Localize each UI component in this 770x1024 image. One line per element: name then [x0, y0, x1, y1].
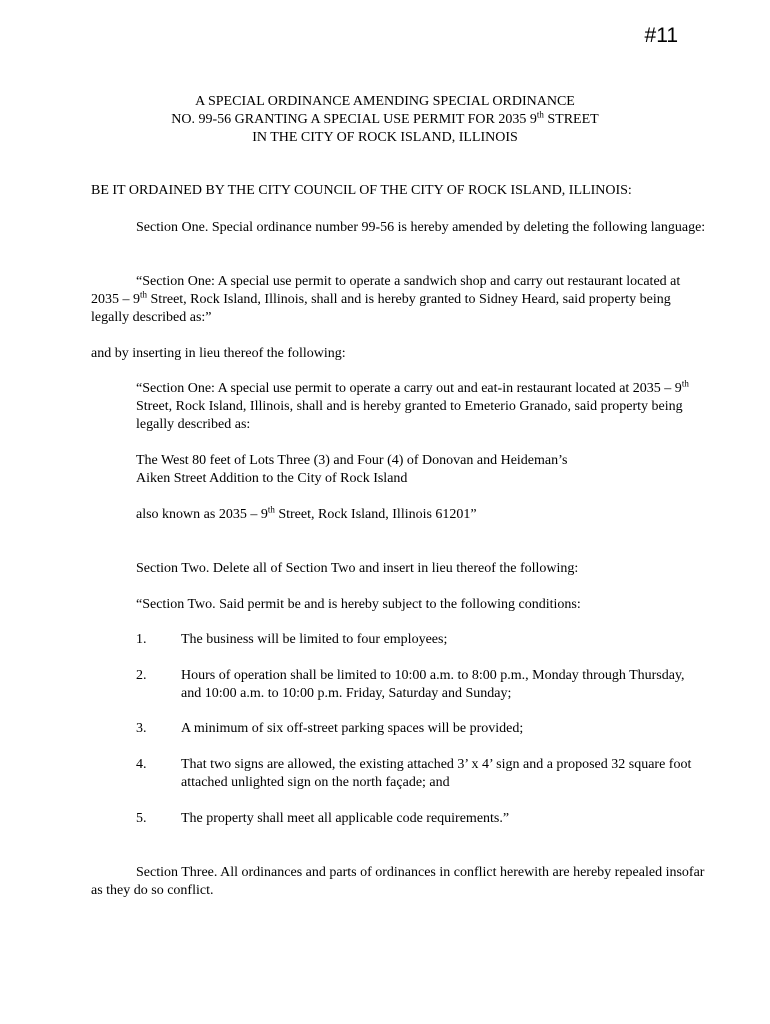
legal-description-line-1: The West 80 feet of Lots Three (3) and Four (4) of Donovan and Heideman’s [136, 453, 568, 468]
section-two-paragraph: Section Two. Delete all of Section Two and insert in lieu thereof the following: [136, 561, 579, 576]
inserted-language-quote [136, 380, 696, 434]
page-number: #11 [644, 24, 678, 47]
deleted-quote-end: Street, Rock Island, Illinois, shall and is hereby granted to Sidney Heard, said property being legally described as:” [91, 292, 671, 325]
legal-description-line-2: Aiken Street Addition to the City of Rock Island [136, 471, 408, 486]
title-line-2 [80, 111, 690, 129]
also-known-as [136, 506, 696, 524]
inserted-quote-text: “Section One: A special use permit to operate a carry out and eat-in restaurant located at 2035 – 9 [136, 381, 682, 396]
deleted-quote-superscript: th [140, 289, 148, 300]
condition-number: 1. [136, 632, 147, 647]
condition-text: The property shall meet all applicable code requirements.” [181, 811, 510, 826]
section-three-paragraph: Section Three. All ordinances and parts of ordinances in conflict herewith are hereby repealed insofar as they do so conflict. [91, 865, 705, 898]
condition-text: The business will be limited to four employees; [181, 632, 448, 647]
condition-number: 4. [136, 757, 147, 772]
condition-item [136, 667, 696, 703]
section-two-quote: “Section Two. Said permit be and is hereby subject to the following conditions: [136, 597, 581, 612]
also-known-superscript: th [267, 504, 275, 515]
condition-item [136, 631, 696, 649]
title-line-2-end: STREET [543, 112, 599, 127]
condition-item [136, 720, 696, 738]
also-known-text: also known as 2035 – 9 [136, 507, 268, 522]
condition-text: A minimum of six off-street parking spaces will be provided; [181, 721, 524, 736]
title-line-1: A SPECIAL ORDINANCE AMENDING SPECIAL ORDINANCE [195, 94, 575, 109]
legal-description [136, 452, 696, 488]
section-one-paragraph: Section One. Special ordinance number 99-56 is hereby amended by deleting the following language: [136, 220, 706, 235]
condition-text: Hours of operation shall be limited to 10:00 a.m. to 8:00 p.m., Monday through Thursday, and 10:00 a.m. to 10:00 p.m. Friday, Saturday and Sunday; [181, 668, 685, 701]
condition-number: 2. [136, 668, 147, 683]
deleted-language-quote [91, 273, 711, 327]
inserted-quote-superscript: th [681, 378, 689, 389]
condition-number: 5. [136, 811, 147, 826]
condition-text: That two signs are allowed, the existing attached 3’ x 4’ sign and a proposed 32 square foot attached unlighted sign on the north façade; and [181, 757, 692, 790]
title-line-3: IN THE CITY OF ROCK ISLAND, ILLINOIS [252, 130, 518, 145]
title-line-2-text: NO. 99-56 GRANTING A SPECIAL USE PERMIT FOR 2035 9 [171, 112, 537, 127]
inserting-paragraph: and by inserting in lieu thereof the following: [91, 346, 346, 361]
also-known-end: Street, Rock Island, Illinois 61201” [274, 507, 477, 522]
title-line-2-superscript: th [536, 109, 544, 120]
preamble: BE IT ORDAINED BY THE CITY COUNCIL OF THE CITY OF ROCK ISLAND, ILLINOIS: [91, 183, 632, 198]
condition-number: 3. [136, 721, 147, 736]
ordinance-title [80, 93, 690, 147]
inserted-quote-end: Street, Rock Island, Illinois, shall and is hereby granted to Emeterio Granado, said property being legally described as: [136, 399, 683, 432]
deleted-quote-text: “Section One: A special use permit to operate a sandwich shop and carry out restaurant located at 2035 – 9 [91, 274, 681, 307]
condition-item [136, 756, 696, 792]
condition-item [136, 810, 696, 828]
